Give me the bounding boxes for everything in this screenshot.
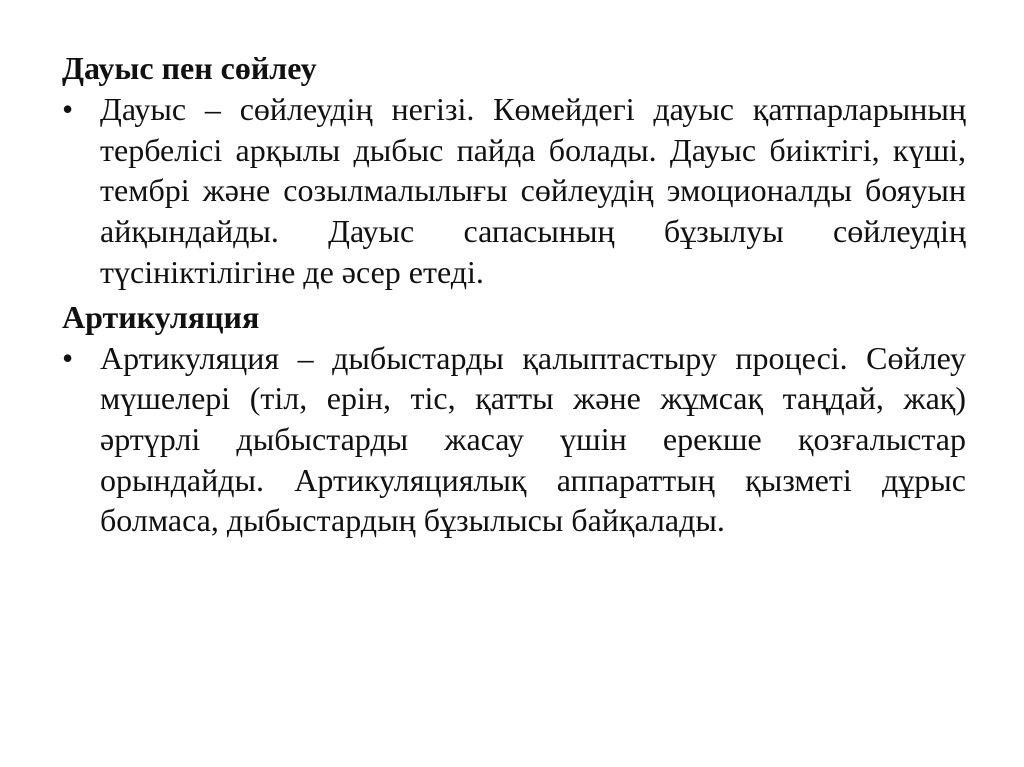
- bullet-text-voice: Дауыс – сөйлеудің негізі. Көмейдегі дауыс қатпарларының тербелісі арқылы дыбыс пайда болады. Дауыс биіктігі, күші, тембрі және созылмалылығы сөйлеудің эмоционалды бояуын айқындайды. Дауыс сапасының бұзылуы сөйлеудің түсініктілігіне де әсер етеді.: [100, 91, 966, 290]
- bullet-item-voice: [62, 89, 966, 293]
- bullet-text-articulation: Артикуляция – дыбыстарды қалыптастыру процесі. Сөйлеу мүшелері (тіл, ерін, тіс, қатты және жұмсақ таңдай, жақ) әртүрлі дыбыстарды жасау үшін ерекше қозғалыстар орындайды. Артикуляциялық аппараттың қызметі дұрыс болмаса, дыбыстардың бұзылысы байқалады.: [100, 339, 966, 539]
- section-heading-articulation: Артикуляция: [62, 298, 260, 335]
- bullet-icon: •: [62, 91, 74, 127]
- section-heading-voice: Дауыс пен сөйлеу: [62, 50, 317, 86]
- slide-content: [62, 48, 966, 541]
- bullet-icon: •: [62, 339, 74, 376]
- bullet-item-articulation: [62, 338, 966, 542]
